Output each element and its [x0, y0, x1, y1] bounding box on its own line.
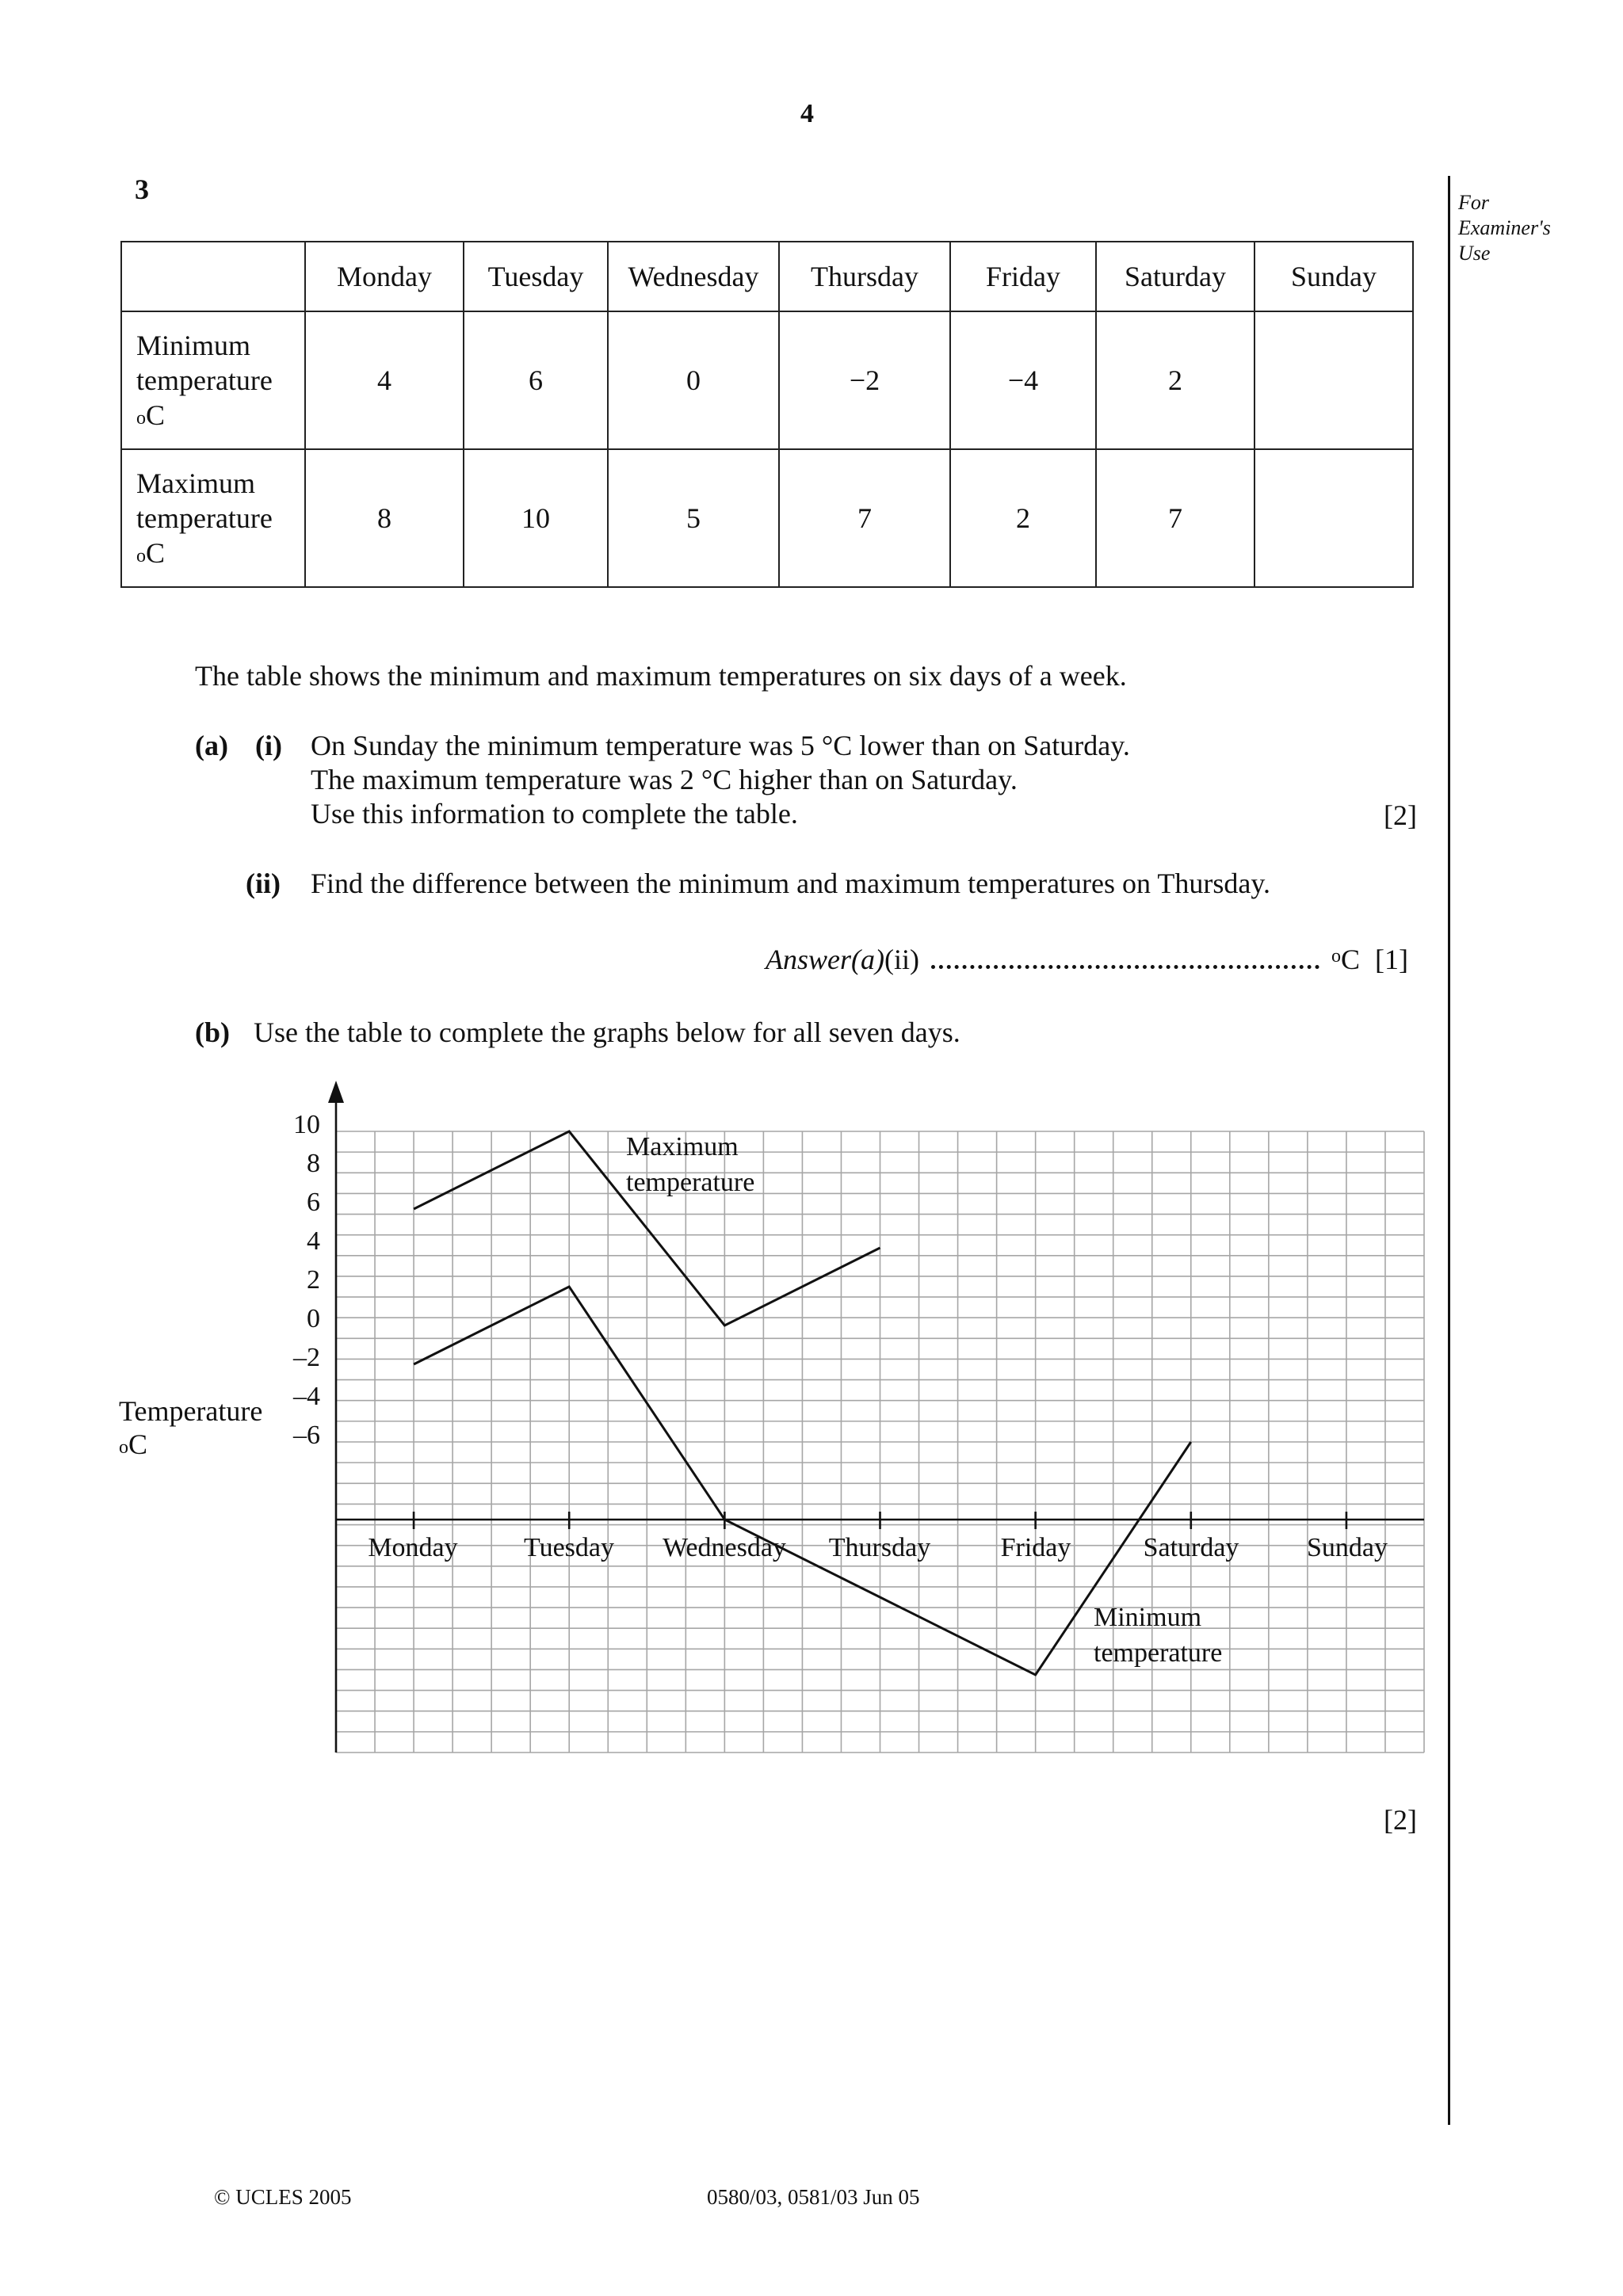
max-cell: 8: [305, 449, 464, 587]
min-cell: 2: [1096, 311, 1254, 449]
part-a-ii-label: (ii): [246, 868, 281, 899]
day-header: Thursday: [779, 242, 950, 311]
chart-axes: [328, 1081, 1424, 1753]
min-cell: 4: [305, 311, 464, 449]
y-tick-label: –6: [293, 1421, 320, 1450]
row-label-line: temperature: [136, 364, 273, 396]
part-b-text: Use the table to complete the graphs below for all seven days.: [254, 1016, 960, 1048]
degree-sup: o: [1331, 946, 1341, 967]
question-number: 3: [135, 174, 149, 205]
part-a-i-marks: [2]: [1384, 799, 1417, 831]
x-day-labels: [368, 1533, 1388, 1562]
y-tick-label: –4: [293, 1382, 320, 1411]
y-tick-label: 10: [293, 1110, 320, 1139]
answer-marks: [1]: [1374, 944, 1408, 975]
x-day-label: Tuesday: [524, 1533, 614, 1562]
degree-sup: o: [136, 408, 146, 429]
examiner-note-line: For: [1458, 191, 1489, 214]
max-cell: 5: [608, 449, 779, 587]
day-header: Monday: [305, 242, 464, 311]
day-header: Tuesday: [464, 242, 608, 311]
footer-paper-code: 0580/03, 0581/03 Jun 05: [707, 2185, 920, 2209]
series-label-max: Maximum: [626, 1132, 739, 1161]
y-tick-label: 4: [307, 1226, 320, 1256]
unit-letter: C: [146, 537, 166, 569]
y-tick-label: –2: [293, 1343, 320, 1372]
max-cell: 7: [779, 449, 950, 587]
x-day-label: Sunday: [1307, 1533, 1388, 1562]
y-tick-label: 2: [307, 1265, 320, 1295]
x-day-label: Thursday: [828, 1533, 931, 1562]
row-label-line: temperature: [136, 502, 273, 534]
max-cell: 10: [464, 449, 608, 587]
answer-unit: C: [1340, 944, 1360, 975]
min-cell: 0: [608, 311, 779, 449]
page-number: 4: [800, 99, 814, 128]
answer-label-rest: (ii): [884, 944, 919, 975]
max-cell: 2: [950, 449, 1096, 587]
row-label-line: Maximum: [136, 467, 255, 499]
part-b-marks: [2]: [1384, 1804, 1417, 1836]
part-a-ii-text: Find the difference between the minimum and maximum temperatures on Thursday.: [311, 868, 1271, 899]
series-label-min: Minimum: [1094, 1603, 1202, 1632]
series-label-max: temperature: [626, 1168, 755, 1197]
intro-text: The table shows the minimum and maximum temperatures on six days of a week.: [195, 660, 1127, 692]
min-cell: 6: [464, 311, 608, 449]
series-label-min: temperature: [1094, 1638, 1223, 1668]
y-axis-arrowhead: [328, 1081, 344, 1103]
part-a-label: (a): [195, 730, 228, 761]
day-header: Saturday: [1096, 242, 1254, 311]
y-tick-label: 6: [307, 1188, 320, 1217]
x-day-label: Wednesday: [663, 1533, 786, 1562]
y-tick-label: 8: [307, 1149, 320, 1178]
part-b-label: (b): [195, 1016, 230, 1048]
day-header: Friday: [950, 242, 1096, 311]
y-tick-label: 0: [307, 1304, 320, 1333]
part-a-i-line: The maximum temperature was 2 °C higher than on Saturday.: [311, 764, 1018, 795]
min-cell: −4: [950, 311, 1096, 449]
footer-copyright: © UCLES 2005: [214, 2185, 352, 2209]
row-label-line: Minimum: [136, 330, 251, 361]
degree-sup: o: [119, 1437, 128, 1458]
max-cell: 7: [1096, 449, 1254, 587]
x-day-label: Saturday: [1143, 1533, 1239, 1562]
answer-label-italic: Answer(a): [766, 944, 884, 975]
part-a-i-line: On Sunday the minimum temperature was 5 °C lower than on Saturday.: [311, 730, 1130, 761]
min-cell: −2: [779, 311, 950, 449]
y-tick-labels: [292, 1110, 320, 1450]
day-header: Wednesday: [608, 242, 779, 311]
part-a-i-label: (i): [255, 730, 282, 761]
x-day-label: Monday: [368, 1533, 458, 1562]
degree-sup: o: [136, 546, 146, 566]
examiner-note-line: Examiner's: [1458, 216, 1551, 239]
unit-letter: C: [128, 1428, 148, 1460]
day-header: Sunday: [1254, 242, 1413, 311]
x-day-label: Friday: [1000, 1533, 1071, 1562]
y-axis-title-line: Temperature: [119, 1395, 263, 1427]
part-a-i-line: Use this information to complete the table.: [311, 798, 798, 830]
unit-letter: C: [146, 399, 166, 431]
examiner-note-line: Use: [1458, 242, 1491, 265]
chart-grid: [336, 1131, 1424, 1753]
